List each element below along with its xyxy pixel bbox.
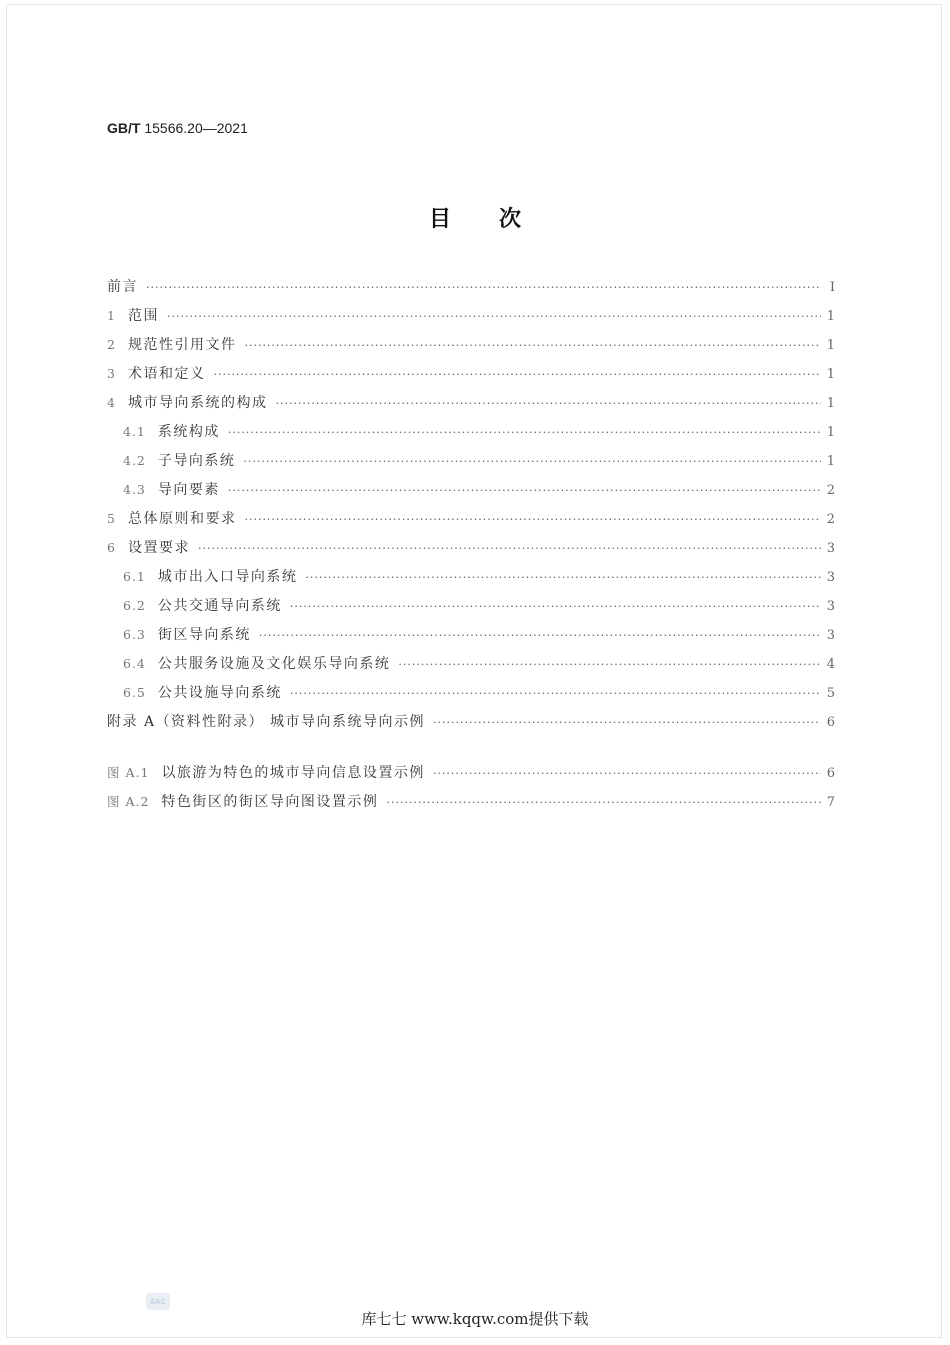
toc-row-foreword[interactable] [107, 276, 835, 305]
toc-page: 3 [826, 570, 835, 585]
toc-number: 6.4 [123, 656, 146, 671]
figure-page: 6 [826, 766, 835, 781]
toc-label: 规范性引用文件 [127, 337, 237, 353]
figure-label: 特色街区的街区导向图设置示例 [161, 794, 379, 810]
dot-leader [259, 629, 821, 642]
toc-page: 3 [826, 628, 835, 643]
toc-row-appendix-a[interactable] [107, 711, 835, 740]
toc-label: 附录 A（资料性附录） 城市导向系统导向示例 [107, 714, 426, 730]
toc-page: Ⅰ [829, 280, 835, 295]
dot-leader [275, 397, 820, 410]
dot-leader [398, 658, 820, 671]
page-title: 目次 [428, 207, 569, 232]
figure-number: 图 A.1 [107, 765, 150, 780]
dot-leader [244, 339, 820, 352]
standard-code [107, 120, 248, 136]
toc-row-4-2[interactable] [107, 450, 835, 479]
toc-label: 公共设施导向系统 [157, 685, 282, 701]
toc-page: 4 [826, 657, 835, 672]
toc-row-4-1[interactable] [107, 421, 835, 450]
toc-page: 3 [826, 541, 835, 556]
toc-number: 4.2 [123, 453, 146, 468]
toc-label: 城市出入口导向系统 [157, 569, 298, 585]
standard-code-number: 15566.20—2021 [144, 120, 248, 136]
toc-label: 系统构成 [157, 424, 220, 440]
toc-page: 2 [826, 512, 835, 527]
figure-page: 7 [826, 795, 835, 810]
table-of-contents [107, 276, 835, 820]
toc-number: 6 [107, 540, 116, 555]
toc-row-6[interactable] [107, 537, 835, 566]
toc-number: 2 [107, 337, 116, 352]
toc-number: 6.2 [123, 598, 146, 613]
toc-page: 5 [826, 686, 835, 701]
toc-label: 公共交通导向系统 [157, 598, 282, 614]
toc-label: 子导向系统 [157, 453, 236, 469]
dot-leader [228, 426, 821, 439]
dot-leader [433, 767, 821, 780]
toc-label: 术语和定义 [127, 366, 206, 382]
toc-page: 3 [826, 599, 835, 614]
toc-label: 导向要素 [157, 482, 220, 498]
dot-leader [146, 281, 821, 294]
figure-row-a2[interactable] [107, 791, 835, 820]
toc-page: 1 [826, 367, 835, 382]
toc-number: 5 [107, 511, 116, 526]
figure-number: 图 A.2 [107, 794, 150, 809]
dot-leader [213, 368, 820, 381]
toc-label: 总体原则和要求 [127, 511, 237, 527]
toc-number: 6.3 [123, 627, 146, 642]
toc-page: 6 [826, 715, 835, 730]
toc-number: 3 [107, 366, 116, 381]
toc-row-2[interactable] [107, 334, 835, 363]
dot-leader [167, 310, 821, 323]
dot-leader [290, 600, 821, 613]
toc-page: 1 [826, 396, 835, 411]
toc-number: 4.3 [123, 482, 146, 497]
dot-leader [386, 796, 820, 809]
download-footer: 库七七 www.kqqw.com提供下载 [361, 1310, 589, 1328]
toc-row-6-2[interactable] [107, 595, 835, 624]
toc-label: 街区导向系统 [157, 627, 251, 643]
toc-label: 范围 [127, 308, 159, 324]
figure-row-a1[interactable] [107, 762, 835, 791]
toc-number: 1 [107, 308, 116, 323]
toc-page: 1 [826, 425, 835, 440]
dot-leader [228, 484, 821, 497]
standard-code-prefix: GB/T [107, 120, 141, 136]
dot-leader [244, 513, 820, 526]
toc-page: 1 [826, 309, 835, 324]
dot-leader [198, 542, 821, 555]
toc-row-3[interactable] [107, 363, 835, 392]
toc-number: 6.5 [123, 685, 146, 700]
toc-number: 4.1 [123, 424, 146, 439]
toc-row-1[interactable] [107, 305, 835, 334]
toc-number: 4 [107, 395, 116, 410]
toc-row-4-3[interactable] [107, 479, 835, 508]
toc-page: 1 [826, 338, 835, 353]
dot-leader [433, 716, 821, 729]
toc-row-6-3[interactable] [107, 624, 835, 653]
toc-page: 2 [826, 483, 835, 498]
toc-row-4[interactable] [107, 392, 835, 421]
dot-leader [290, 687, 821, 700]
toc-page: 1 [826, 454, 835, 469]
toc-number: 6.1 [123, 569, 146, 584]
toc-row-6-4[interactable] [107, 653, 835, 682]
toc-label: 前言 [107, 279, 138, 295]
figure-label: 以旅游为特色的城市导向信息设置示例 [161, 765, 425, 781]
toc-row-6-5[interactable] [107, 682, 835, 711]
toc-label: 公共服务设施及文化娱乐导向系统 [157, 656, 391, 672]
toc-row-6-1[interactable] [107, 566, 835, 595]
dot-leader [305, 571, 820, 584]
toc-label: 城市导向系统的构成 [127, 395, 268, 411]
toc-row-5[interactable] [107, 508, 835, 537]
toc-label: 设置要求 [127, 540, 190, 556]
sac-logo-watermark: SAC [146, 1293, 170, 1310]
dot-leader [243, 455, 820, 468]
